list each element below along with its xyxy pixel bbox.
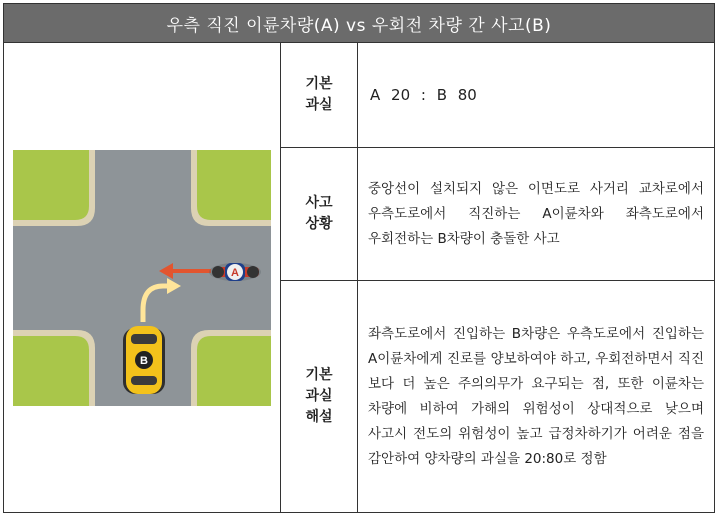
intersection-diagram: [13, 150, 271, 406]
row-label-basic-fault: [281, 43, 358, 148]
row-label-text: 기본 과실: [305, 76, 333, 113]
vehicle-b-label: B: [140, 355, 148, 367]
taxi-b: [123, 326, 165, 394]
motorcycle-a: [209, 263, 261, 281]
corner-top-left: [13, 150, 95, 226]
fault-ratio-text: A 20 : B 80: [370, 85, 477, 104]
fault-explanation: [358, 281, 714, 512]
row-label-text: 기본 과실 해설: [305, 367, 333, 425]
corner-bottom-right: [191, 330, 271, 406]
fault-explanation-text: 좌측도로에서 진입하는 B차량은 우측도로에서 진입하는 A이륜차에게 진로를 양보하여야 하고, 우회전하면서 직진 보다 더 높은 주의의무가 요구되는 점, 또한 이륜차는 차량에 비하여 가해의 위험성이 상대적으로 낮으며 사고시 전도의 위험성이 높고 급정차하기가 어려운 점을 감안하여 양차량의 과실을 20:80로 정함: [368, 325, 704, 467]
row-label-text: 사고 상황: [305, 195, 333, 232]
accident-situation: [358, 148, 714, 281]
table-title: 우측 직진 이륜차량(A) vs 우회전 차량 간 사고(B): [4, 4, 714, 43]
vehicle-a-label: A: [231, 267, 239, 279]
row-label-fault-explanation: [281, 281, 358, 512]
accident-table: [3, 3, 715, 513]
corner-bottom-left: [13, 330, 95, 406]
accident-situation-text: 중앙선이 설치되지 않은 이면도로 사거리 교차로에서 우측도로에서 직진하는 A이륜차와 좌측도로에서 우회전하는 B차량이 충돌한 사고: [368, 180, 704, 247]
corner-top-right: [191, 150, 271, 226]
fault-ratio: [358, 43, 714, 148]
diagram-cell: [4, 43, 281, 512]
row-label-accident-situation: [281, 148, 358, 281]
